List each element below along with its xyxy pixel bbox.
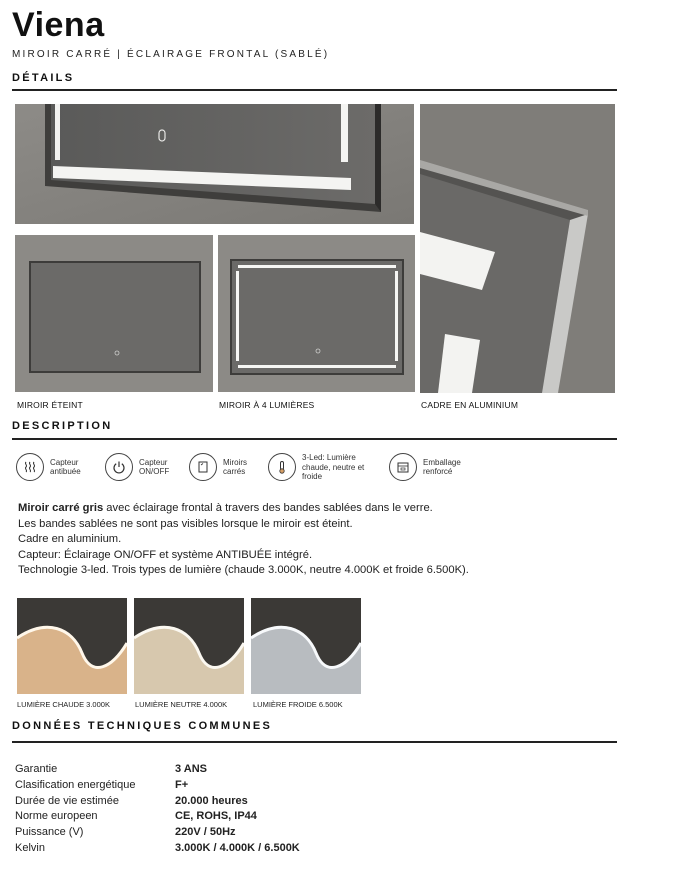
feature-power-label: Capteur ON/OFF — [139, 457, 170, 476]
description-heading: DESCRIPTION — [12, 420, 113, 432]
technical-value: 220V / 50Hz — [175, 826, 236, 839]
light-sample-neutral-label: LUMIÈRE NEUTRE 4.000K — [135, 700, 228, 709]
technical-label: Garantie — [15, 763, 58, 775]
feature-light-temperature — [268, 453, 374, 482]
technical-value: 3.000K / 4.000K / 6.500K — [175, 841, 300, 854]
square-mirror-icon — [189, 453, 217, 481]
feature-power — [105, 453, 183, 481]
antifog-icon — [16, 453, 44, 481]
technical-label: Kelvin — [15, 841, 45, 854]
technical-row — [15, 778, 300, 794]
package-icon — [389, 453, 417, 481]
caption-aluminium-frame: CADRE EN ALUMINIUM — [421, 400, 519, 410]
description-text — [18, 501, 618, 579]
description-line: Technologie 3-led. Trois types de lumière (chaude 3.000K, neutre 4.000K et froide 6.500K). — [18, 564, 469, 577]
light-sample-warm — [17, 598, 127, 694]
description-line: Capteur: Éclairage ON/OFF et système ANTIBUÉE intégré. — [18, 548, 313, 561]
details-heading: DÉTAILS — [12, 72, 75, 84]
product-title: Viena — [12, 6, 105, 44]
technical-row — [15, 809, 300, 825]
feature-antifog — [16, 453, 98, 481]
mirror-off-photo — [15, 235, 213, 392]
light-sample-warm-label: LUMIÈRE CHAUDE 3.000K — [17, 700, 110, 709]
aluminium-frame-photo — [420, 104, 615, 393]
technical-heading: DONNÉES TECHNIQUES COMMUNES — [12, 720, 273, 732]
caption-mirror-off: MIROIR ÉTEINT — [17, 400, 83, 410]
feature-square-mirror-label: Miroirs carrés — [223, 457, 247, 476]
technical-value: CE, ROHS, IP44 — [175, 810, 257, 823]
light-temperature-icon — [268, 453, 296, 481]
power-icon — [105, 453, 133, 481]
light-sample-neutral — [134, 598, 244, 694]
technical-value: 3 ANS — [175, 763, 207, 775]
mirror-four-lights-photo — [218, 235, 415, 392]
technical-label: Puissance (V) — [15, 826, 84, 839]
technical-row — [15, 762, 300, 778]
technical-value: F+ — [175, 778, 189, 791]
technical-row — [15, 841, 300, 857]
description-intro-rest: avec éclairage frontal à travers des bandes sablées dans le verre. — [103, 502, 433, 514]
description-intro — [18, 501, 618, 517]
feature-antifog-label: Capteur antibuée — [50, 457, 81, 476]
description-line: Cadre en aluminium. — [18, 533, 122, 546]
technical-divider — [12, 741, 617, 743]
technical-row — [15, 825, 300, 841]
feature-package — [389, 453, 473, 481]
feature-light-temperature-label: 3-Led: Lumière chaude, neutre et froide — [302, 453, 365, 481]
details-divider — [12, 89, 617, 91]
product-subtitle: MIROIR CARRÉ | ÉCLAIRAGE FRONTAL (SABLÉ) — [12, 49, 330, 60]
technical-value: 20.000 heures — [175, 794, 248, 807]
feature-square-mirror — [189, 453, 263, 481]
technical-row — [15, 794, 300, 810]
mirror-closeup-photo — [15, 104, 414, 224]
light-sample-cool — [251, 598, 361, 694]
light-sample-cool-label: LUMIÈRE FROIDE 6.500K — [253, 700, 343, 709]
feature-package-label: Emballage renforcé — [423, 457, 461, 476]
technical-label: Durée de vie estimée — [15, 794, 119, 807]
description-line: Les bandes sablées ne sont pas visibles lorsque le miroir est éteint. — [18, 517, 353, 530]
description-divider — [12, 438, 617, 440]
technical-table — [15, 762, 300, 857]
caption-four-lights: MIROIR À 4 LUMIÈRES — [219, 400, 315, 410]
technical-label: Norme europeen — [15, 810, 98, 823]
technical-label: Clasification energétique — [15, 778, 136, 791]
description-intro-bold: Miroir carré gris — [18, 502, 104, 514]
